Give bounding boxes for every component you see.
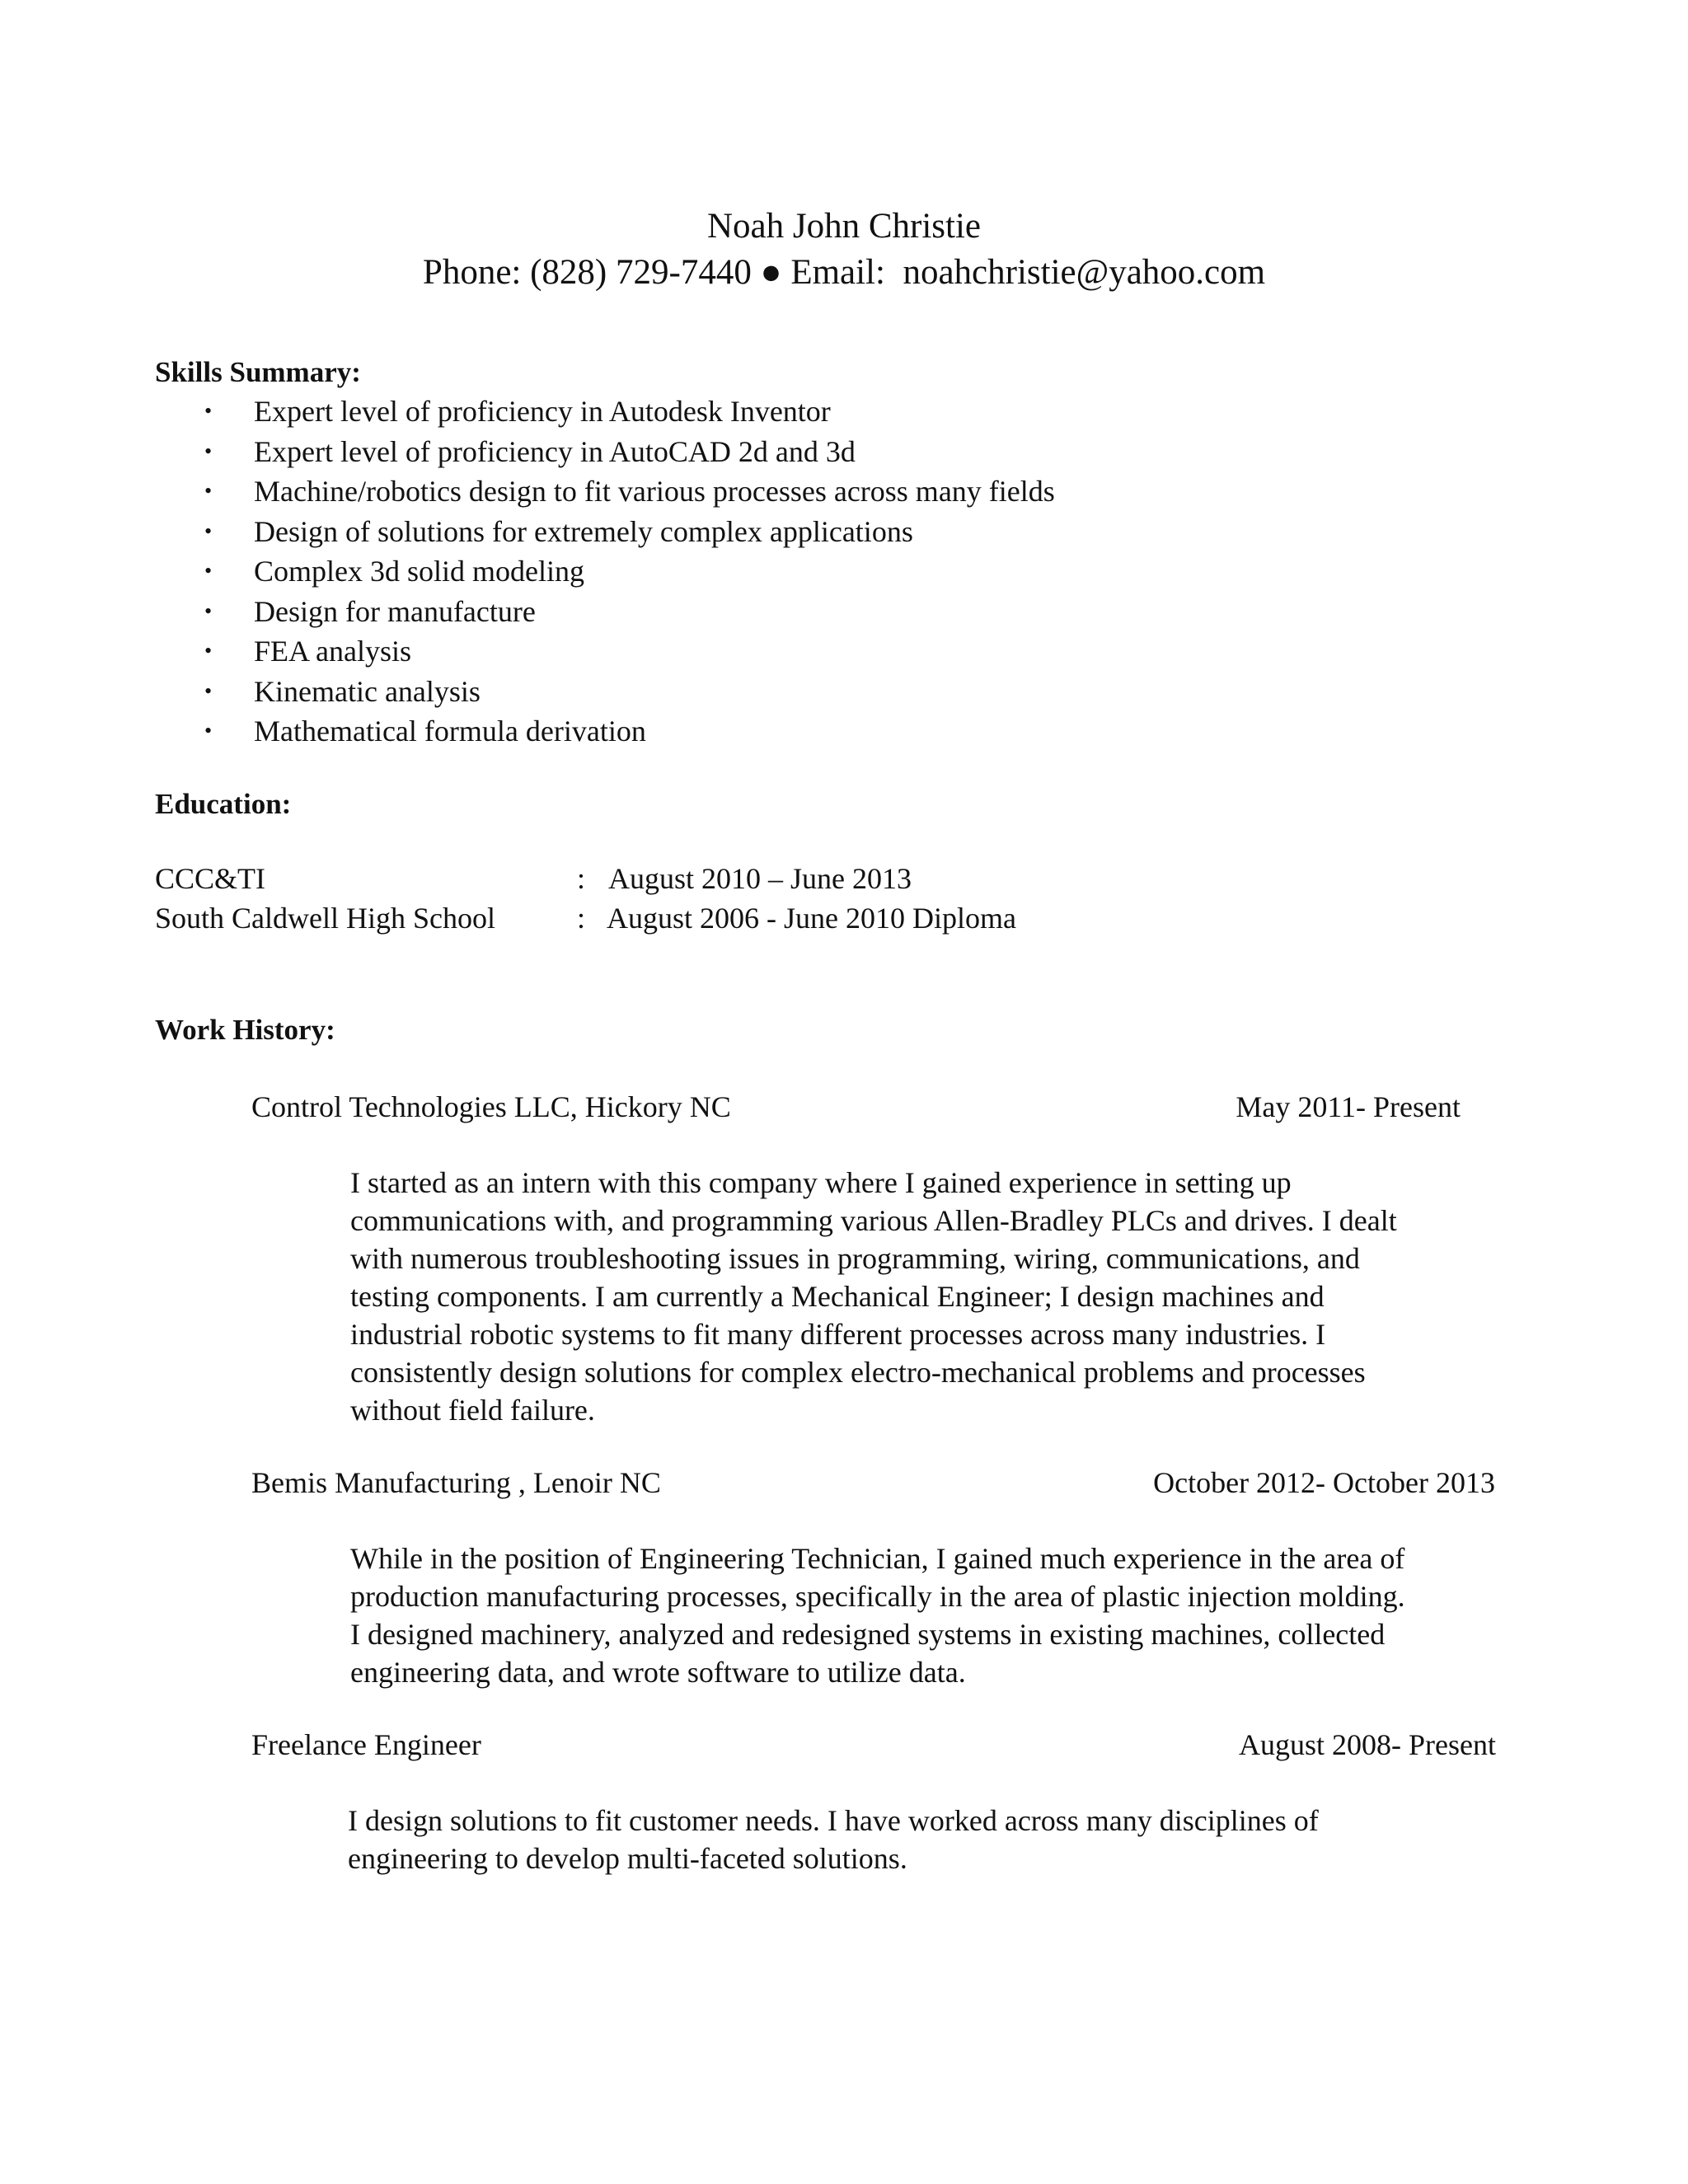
phone-number: (828) 729-7440 — [530, 253, 752, 292]
education-school: CCC&TI — [155, 862, 266, 895]
skill-item: • Design for manufacture — [204, 592, 1055, 632]
skill-item: • FEA analysis — [204, 631, 1055, 672]
skill-item: • Expert level of proficiency in AutoCAD 2d and 3d — [204, 432, 1055, 472]
job-dates: October 2012- October 2013 — [1153, 1466, 1495, 1499]
education-school: South Caldwell High School — [155, 902, 495, 935]
bullet-icon: • — [204, 479, 213, 503]
job-dates: August 2008- Present — [1239, 1728, 1496, 1761]
education-dates: August 2006 - June 2010 Diploma — [607, 902, 1016, 935]
education-title: Education: — [155, 788, 292, 820]
job-dates: May 2011- Present — [1236, 1090, 1461, 1123]
bullet-icon: • — [204, 399, 213, 423]
skill-item: • Mathematical formula derivation — [204, 711, 1055, 752]
job-employer: Control Technologies LLC, Hickory NC — [251, 1090, 731, 1123]
job-employer: Bemis Manufacturing , Lenoir NC — [251, 1466, 661, 1499]
bullet-icon: • — [204, 639, 213, 663]
job-description: I design solutions to fit customer needs. I have worked across many disciplines of engineering to develop multi-faceted solutions. — [348, 1804, 1319, 1875]
resume-name-line — [0, 206, 1688, 246]
education-dates: August 2010 – June 2013 — [608, 862, 912, 895]
separator-dot: ● — [760, 253, 782, 292]
email-label: Email: — [790, 253, 885, 292]
candidate-name: Noah John Christie — [706, 207, 982, 246]
skill-item: • Complex 3d solid modeling — [204, 551, 1055, 592]
phone-label: Phone: — [422, 253, 522, 292]
work-history-title: Work History: — [155, 1014, 335, 1046]
job-description: I started as an intern with this company where I gained experience in setting up communications with, and programming various Allen-Bradley PLCs and drives. I dealt with numerous troubleshooting issues in programming, wiring, communications, and testing components. I am currently a Mechanical Engineer; I design machines and industrial robotic systems to fit many different processes across many industries. I consistently design solutions for complex electro-mechanical problems and processes without field failure. — [350, 1166, 1397, 1427]
skill-item: • Expert level of proficiency in Autodesk Inventor — [204, 391, 1055, 432]
skills-title: Skills Summary: — [155, 356, 361, 388]
bullet-icon: • — [204, 518, 213, 543]
job-employer: Freelance Engineer — [251, 1728, 481, 1761]
education-separator: : — [577, 862, 586, 895]
bullet-icon: • — [204, 719, 213, 743]
bullet-icon: • — [204, 559, 213, 583]
bullet-icon: • — [204, 678, 213, 703]
email-address: noahchristie@yahoo.com — [903, 253, 1266, 292]
skill-item: • Design of solutions for extremely complex applications — [204, 512, 1055, 552]
skills-list — [204, 391, 1055, 752]
skill-item: • Kinematic analysis — [204, 672, 1055, 712]
education-separator: : — [577, 902, 586, 935]
job-description: While in the position of Engineering Technician, I gained much experience in the area of production manufacturing processes, specifically in the area of plastic injection molding. I designed machinery, analyzed and redesigned systems in existing machines, collected engineering data, and wrote software to utilize data. — [350, 1542, 1405, 1689]
skill-item: • Machine/robotics design to fit various processes across many fields — [204, 471, 1055, 512]
bullet-icon: • — [204, 598, 213, 623]
contact-line — [0, 252, 1688, 293]
bullet-icon: • — [204, 438, 213, 463]
